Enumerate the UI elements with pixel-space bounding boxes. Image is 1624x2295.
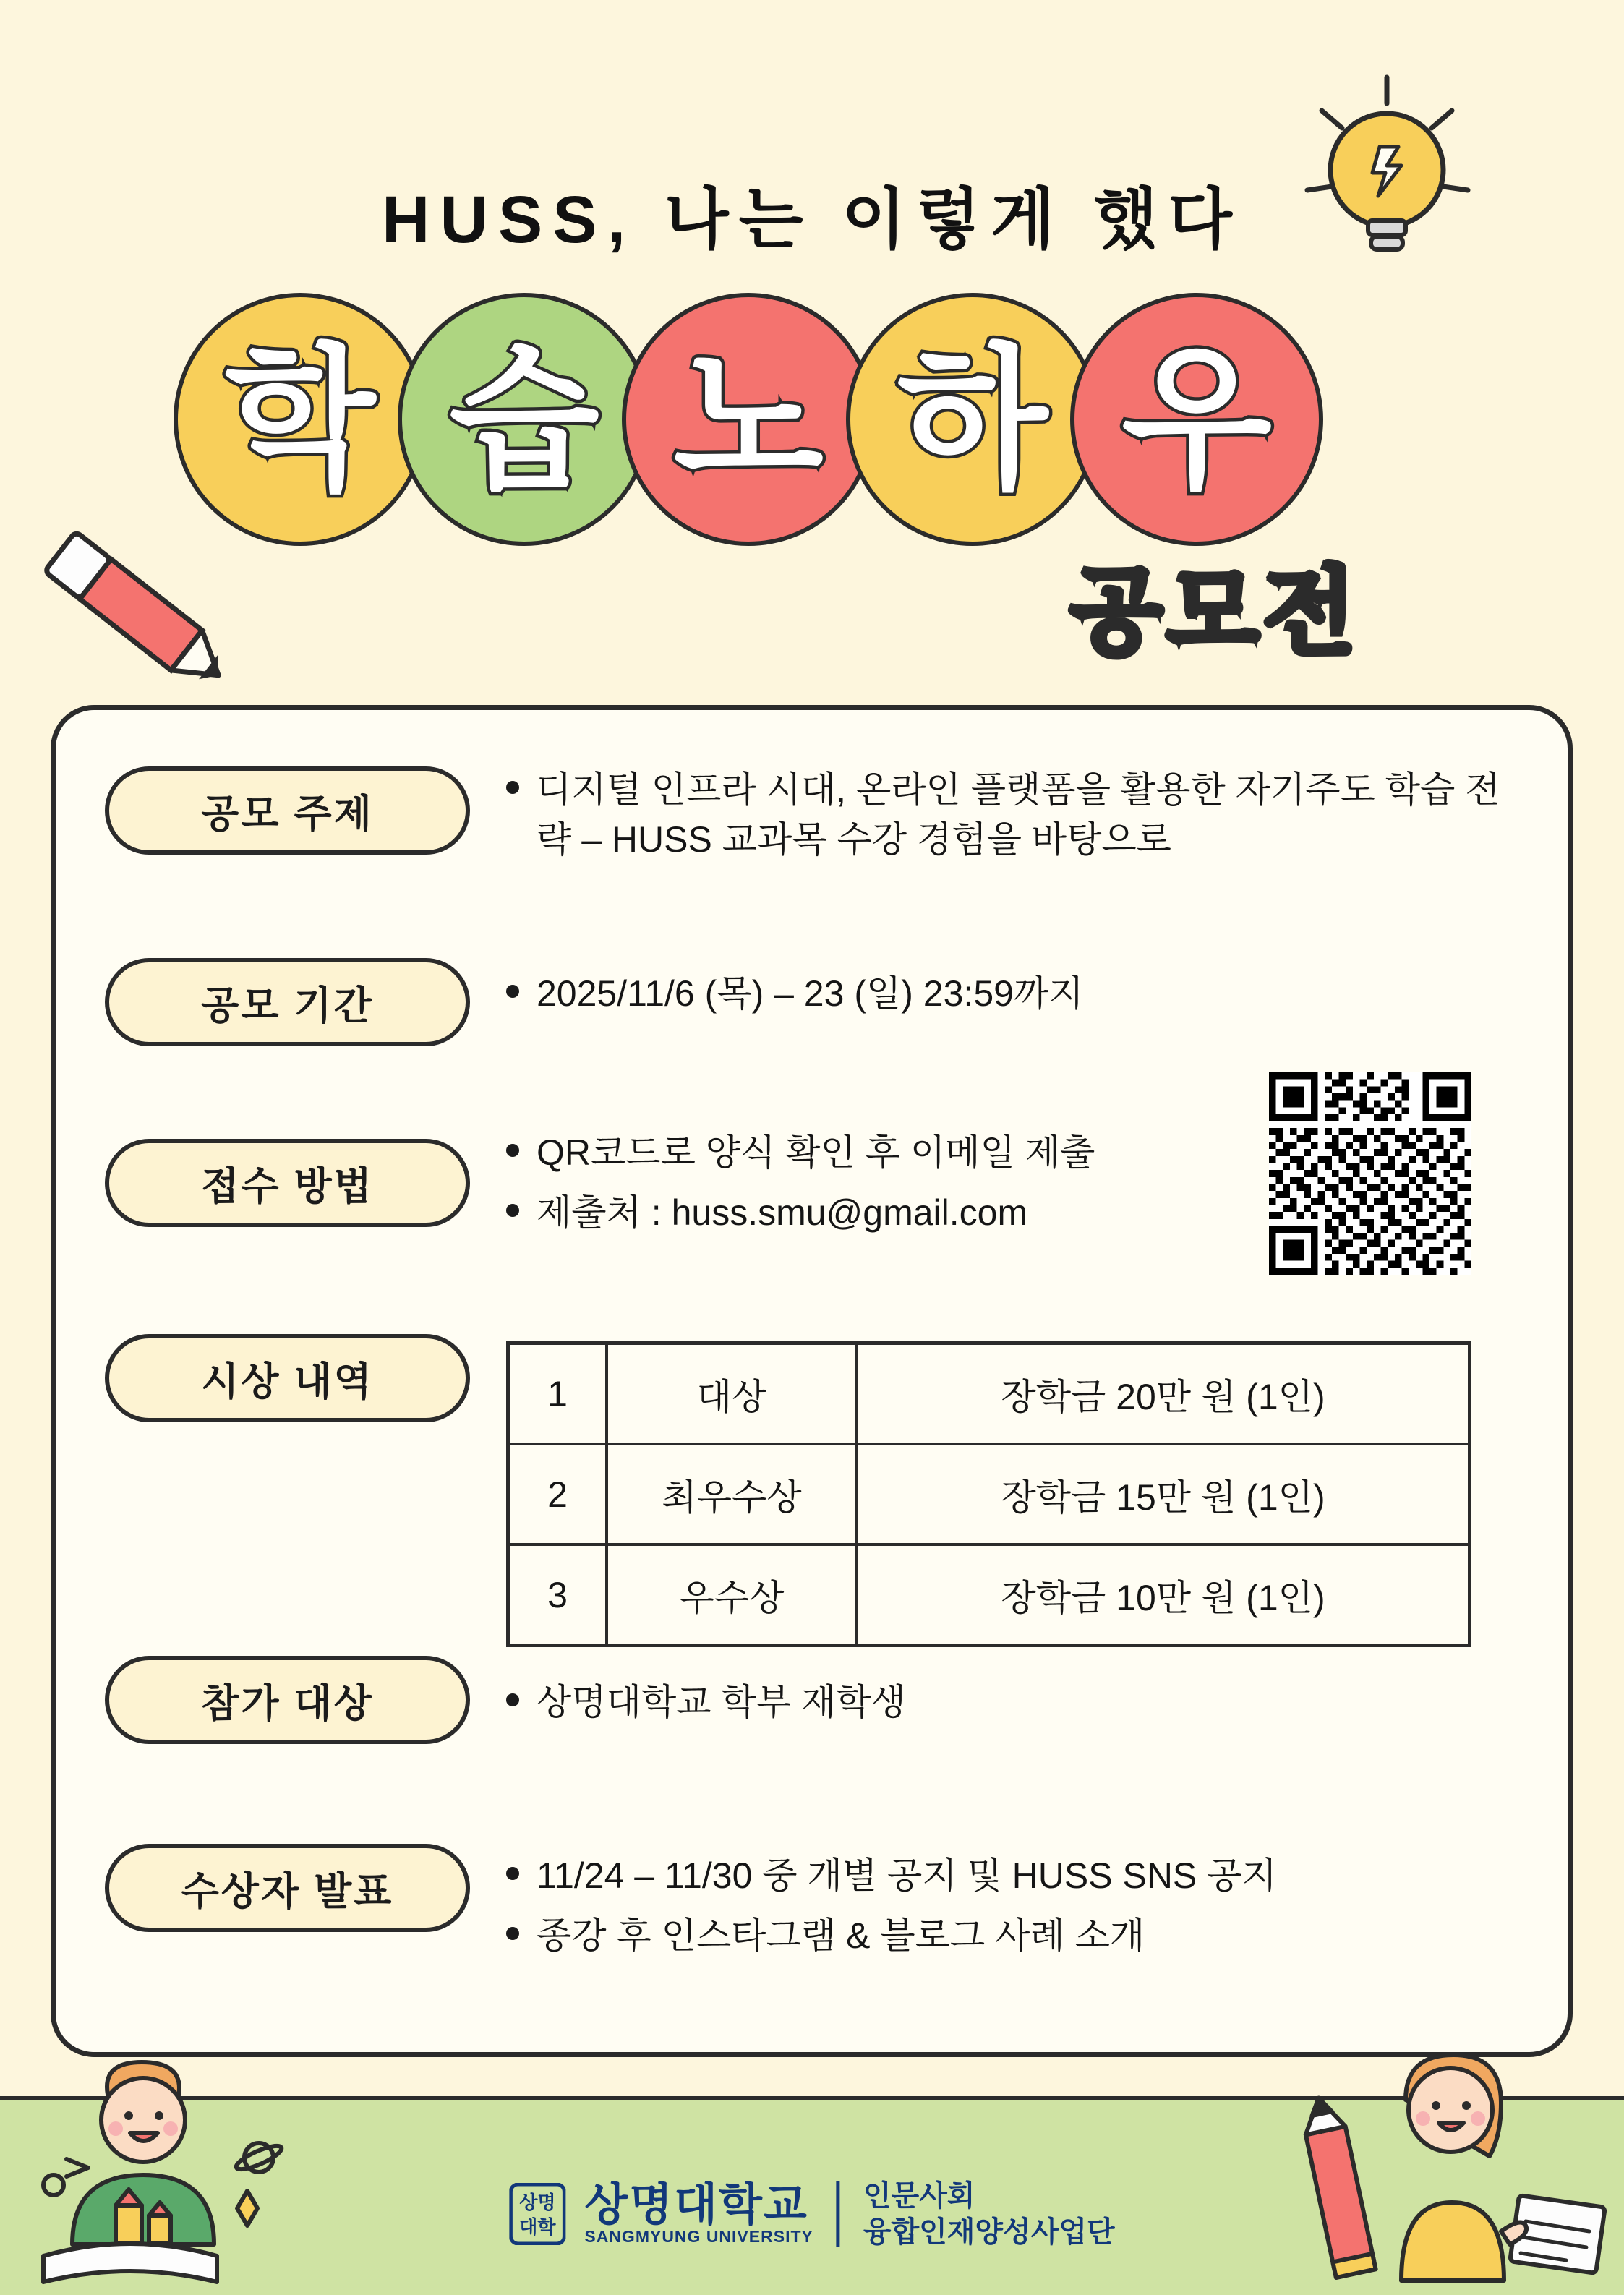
label-submit: 접수 방법 — [105, 1139, 470, 1227]
table-row — [508, 1544, 1470, 1646]
prize-table — [506, 1341, 1471, 1647]
announce-text-2: 종강 후 인스타그램 & 블로그 사례 소개 — [537, 1915, 1145, 1956]
logo-dept-line2: 융합인재양성사업단 — [863, 2216, 1115, 2248]
logo-university-ko: 상명대학교 — [584, 2179, 808, 2230]
title-char-1: 학 — [225, 332, 375, 507]
label-period: 공모 기간 — [105, 958, 470, 1046]
list-item — [506, 1678, 1374, 1727]
sangmyung-logo — [509, 2178, 1114, 2250]
logo-divider — [837, 2181, 840, 2247]
title-circles — [174, 293, 1461, 553]
logo-university-en: SANGMYUNG UNIVERSITY — [584, 2227, 813, 2247]
label-topic: 공모 주제 — [105, 766, 470, 855]
bullet-dot — [506, 1144, 519, 1157]
list-item — [506, 1911, 1490, 1961]
period-text-1: 2025/11/6 (목) – 23 (일) 23:59까지 — [537, 973, 1084, 1014]
list-item — [506, 765, 1504, 865]
prize-no-1: 1 — [508, 1343, 607, 1445]
bullet-dot — [506, 1867, 519, 1880]
prize-name-2: 최우수상 — [607, 1444, 857, 1544]
table-row — [508, 1343, 1470, 1445]
topic-content — [506, 765, 1504, 875]
qr-code-icon — [1269, 1072, 1471, 1275]
kid-pencil-illustration — [1234, 2020, 1610, 2295]
prize-name-3: 우수상 — [607, 1544, 857, 1646]
logo-dept-line1: 인문사회 — [863, 2180, 975, 2212]
page-title: HUSS, 나는 이렇게 했다 — [382, 183, 1242, 257]
list-item — [506, 1128, 1265, 1178]
announce-content — [506, 1851, 1490, 1971]
label-announce: 수상자 발표 — [105, 1844, 470, 1932]
prize-reward-2: 장학금 15만 원 (1인) — [857, 1444, 1470, 1544]
bullet-dot — [506, 781, 519, 794]
svg-text:대학: 대학 — [519, 2216, 556, 2238]
label-prize: 시상 내역 — [105, 1334, 470, 1422]
footer-band — [0, 2096, 1624, 2295]
prize-no-3: 3 — [508, 1544, 607, 1646]
label-target: 참가 대상 — [105, 1656, 470, 1744]
prize-reward-1: 장학금 20만 원 (1인) — [857, 1343, 1470, 1445]
bullet-dot — [506, 1693, 519, 1706]
table-row — [508, 1444, 1470, 1544]
bullet-dot — [506, 1927, 519, 1940]
target-content — [506, 1678, 1374, 1738]
title-char-2: 습 — [449, 332, 599, 507]
qr-code[interactable] — [1269, 1072, 1471, 1275]
topic-text-1: 디지털 인프라 시대, 온라인 플랫폼을 활용한 자기주도 학습 전략 – HUSS 교과목 수강 경험을 바탕으로 — [537, 769, 1500, 860]
title-char-3: 노 — [673, 332, 824, 507]
title-char-4: 하 — [897, 332, 1048, 507]
bullet-dot — [506, 1204, 519, 1217]
submit-content — [506, 1128, 1265, 1248]
list-item — [506, 1188, 1265, 1238]
submit-text-2: 제출처 : huss.smu@gmail.com — [537, 1192, 1028, 1233]
list-item — [506, 1851, 1490, 1901]
prize-no-2: 2 — [508, 1444, 607, 1544]
announce-text-1: 11/24 – 11/30 중 개별 공지 및 HUSS SNS 공지 — [537, 1855, 1277, 1896]
subtitle: 공모전 — [1070, 559, 1360, 665]
logo-mark-icon — [509, 2183, 565, 2245]
title-char-5: 우 — [1121, 332, 1272, 507]
period-content — [506, 969, 1446, 1029]
target-text-1: 상명대학교 학부 재학생 — [537, 1682, 906, 1722]
kid-reading-illustration — [29, 2035, 405, 2295]
prize-name-1: 대상 — [607, 1343, 857, 1445]
submit-text-1: QR코드로 양식 확인 후 이메일 제출 — [537, 1132, 1095, 1173]
bullet-dot — [506, 985, 519, 998]
prize-reward-3: 장학금 10만 원 (1인) — [857, 1544, 1470, 1646]
list-item — [506, 969, 1446, 1019]
svg-text:상명: 상명 — [519, 2192, 556, 2213]
